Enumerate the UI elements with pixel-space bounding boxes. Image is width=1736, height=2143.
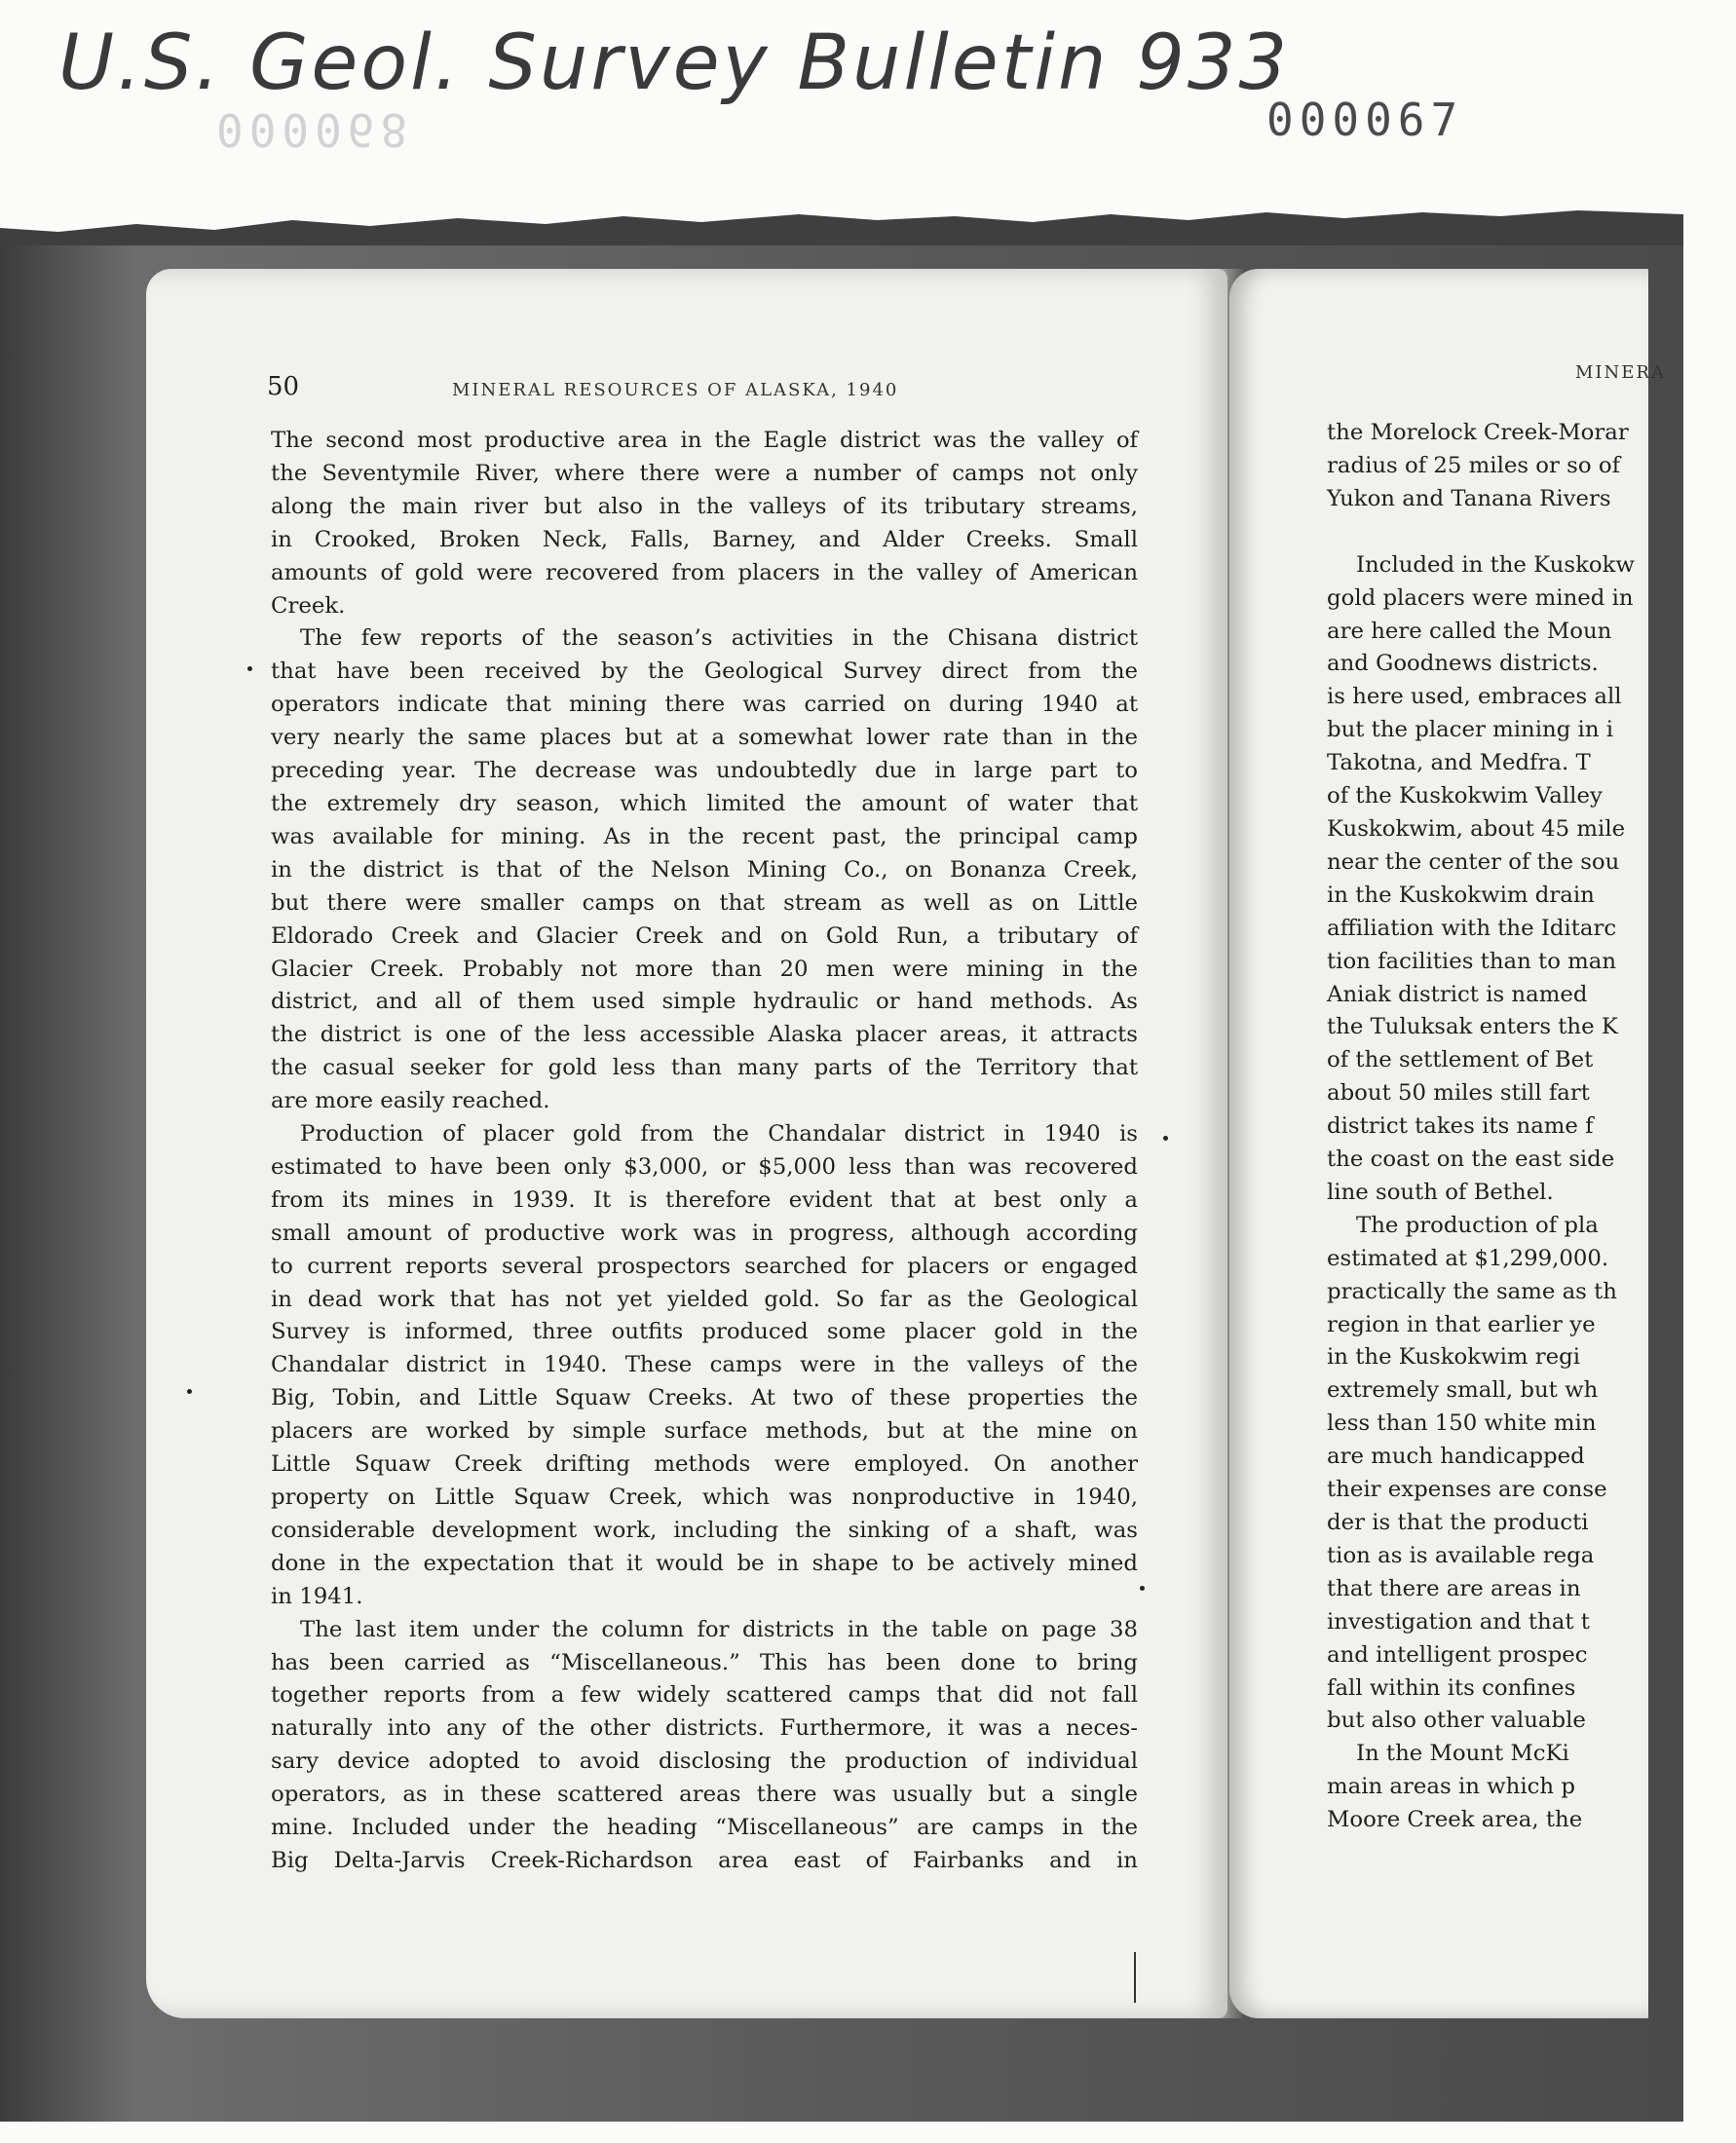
left-page xyxy=(146,269,1227,2018)
text-line: that have been received by the Geological Survey direct from the xyxy=(271,658,1138,685)
text-line: main areas in which p xyxy=(1327,1774,1575,1800)
text-line: their expenses are conse xyxy=(1327,1477,1607,1503)
ghost-stamp-number: 000068 xyxy=(216,103,414,156)
scan-speck xyxy=(1140,1586,1145,1591)
text-line: estimated at $1,299,000. xyxy=(1327,1245,1609,1271)
text-line: has been carried as “Miscellaneous.” This has been done to bring xyxy=(271,1649,1138,1675)
text-line: the extremely dry season, which limited the amount of water that xyxy=(271,790,1138,816)
text-line: The last item under the column for districts in the table on page 38 xyxy=(300,1616,1138,1642)
text-line: mine. Included under the heading “Miscellaneous” are camps in the xyxy=(271,1815,1138,1841)
text-line: radius of 25 miles or so of xyxy=(1327,452,1621,478)
scan-mark xyxy=(1134,1952,1136,2003)
text-line: considerable development work, including the sinking of a shaft, was xyxy=(271,1517,1138,1543)
text-line: Little Squaw Creek drifting methods were employed. On another xyxy=(271,1451,1138,1478)
text-line: In the Mount McKi xyxy=(1356,1741,1569,1767)
text-line: in 1941. xyxy=(271,1583,363,1609)
running-head: MINERAL RESOURCES OF ALASKA, 1940 xyxy=(452,380,899,400)
text-line: the Morelock Creek-Morar xyxy=(1327,420,1629,445)
text-line: extremely small, but wh xyxy=(1327,1377,1599,1404)
text-line: done in the expectation that it would be in shape to be actively mined xyxy=(271,1550,1138,1576)
text-line: that there are areas in xyxy=(1327,1575,1581,1601)
stamp-number: 000067 xyxy=(1266,94,1464,146)
text-line: less than 150 white min xyxy=(1327,1410,1597,1437)
text-line: estimated to have been only $3,000, or $5,000 less than was recovered xyxy=(271,1153,1138,1180)
text-line: tion as is available rega xyxy=(1327,1542,1595,1568)
text-line: the casual seeker for gold less than many parts of the Territory that xyxy=(271,1055,1138,1081)
text-line: Yukon and Tanana Rivers xyxy=(1327,485,1611,511)
text-line: in dead work that has not yet yielded gold. So far as the Geological xyxy=(271,1286,1138,1312)
text-line: Big Delta-Jarvis Creek-Richardson area east of Fairbanks and in xyxy=(271,1847,1138,1873)
text-line: tion facilities than to man xyxy=(1327,948,1617,974)
text-line: Survey is informed, three outfits produced some placer gold in the xyxy=(271,1319,1138,1345)
text-line: together reports from a few widely scattered camps that did not fall xyxy=(271,1682,1138,1709)
text-line: is here used, embraces all xyxy=(1327,684,1622,710)
text-line: in the Kuskokwim drain xyxy=(1327,882,1595,908)
text-line: gold placers were mined in xyxy=(1327,584,1634,611)
text-line: in Crooked, Broken Neck, Falls, Barney, and Alder Creeks. Small xyxy=(271,526,1138,552)
text-line: are more easily reached. xyxy=(271,1088,550,1114)
text-line: affiliation with the Iditarc xyxy=(1327,915,1617,941)
text-line: in the district is that of the Nelson Mining Co., on Bonanza Creek, xyxy=(271,856,1138,883)
right-running-head: MINERA xyxy=(1575,362,1666,383)
text-line: fall within its confines xyxy=(1327,1674,1576,1701)
text-line: Creek. xyxy=(271,592,346,619)
text-line: along the main river but also in the valleys of its tributary streams, xyxy=(271,493,1138,519)
text-line: The second most productive area in the Eagle district was the valley of xyxy=(271,428,1138,453)
text-line: region in that earlier ye xyxy=(1327,1311,1596,1337)
text-line: from its mines in 1939. It is therefore evident that at best only a xyxy=(271,1186,1138,1213)
text-line: Eldorado Creek and Glacier Creek and on Gold Run, a tributary of xyxy=(271,922,1138,949)
text-line: practically the same as th xyxy=(1327,1278,1617,1304)
text-line: Moore Creek area, the xyxy=(1327,1807,1583,1833)
right-body-text xyxy=(1327,417,1736,1837)
text-line: but the placer mining in i xyxy=(1327,717,1614,743)
text-line: Glacier Creek. Probably not more than 20 men were mining in the xyxy=(271,956,1138,982)
text-line: are much handicapped xyxy=(1327,1444,1585,1470)
text-line: amounts of gold were recovered from placers in the valley of American xyxy=(271,559,1138,585)
text-line: are here called the Moun xyxy=(1327,618,1612,644)
body-text xyxy=(271,425,1138,1878)
text-line: Big, Tobin, and Little Squaw Creeks. At two of these properties the xyxy=(271,1385,1138,1411)
text-line: Takotna, and Medfra. T xyxy=(1327,750,1591,776)
text-line: near the center of the sou xyxy=(1327,848,1620,875)
text-line: the coast on the east side xyxy=(1327,1147,1615,1173)
text-line: operators, as in these scattered areas there was usually but a single xyxy=(271,1782,1138,1808)
text-line: placers are worked by simple surface methods, but at the mine on xyxy=(271,1418,1138,1445)
text-line: der is that the producti xyxy=(1327,1510,1589,1535)
text-line: of the Kuskokwim Valley xyxy=(1327,783,1603,809)
text-line: Included in the Kuskokw xyxy=(1356,551,1635,578)
bottom-margin xyxy=(0,2122,1683,2143)
text-line: The production of pla xyxy=(1356,1212,1599,1238)
text-line: and Goodnews districts. xyxy=(1327,651,1599,677)
text-line: of the settlement of Bet xyxy=(1327,1047,1594,1073)
text-line: line south of Bethel. xyxy=(1327,1179,1554,1205)
scan-speck xyxy=(1163,1136,1168,1141)
page-number: 50 xyxy=(267,372,300,401)
text-line: The few reports of the season’s activities in the Chisana district xyxy=(300,625,1138,652)
text-line: small amount of productive work was in progress, although according xyxy=(271,1220,1138,1246)
text-line: very nearly the same places but at a somewhat lower rate than in the xyxy=(271,725,1138,751)
text-line: Kuskokwim, about 45 mile xyxy=(1327,815,1626,842)
text-line: the Tuluksak enters the K xyxy=(1327,1014,1618,1040)
scan-speck xyxy=(247,666,252,671)
text-line: preceding year. The decrease was undoubtedly due in large part to xyxy=(271,758,1138,784)
text-line: naturally into any of the other districts. Furthermore, it was a neces- xyxy=(271,1715,1138,1742)
text-line: district, and all of them used simple hydraulic or hand methods. As xyxy=(271,989,1138,1015)
text-line: in the Kuskokwim regi xyxy=(1327,1344,1581,1371)
text-line: Aniak district is named xyxy=(1327,981,1588,1007)
text-line: to current reports several prospectors searched for placers or engaged xyxy=(271,1253,1138,1279)
text-line: but there were smaller camps on that stream as well as on Little xyxy=(271,889,1138,916)
text-line: the Seventymile River, where there were a number of camps not only xyxy=(271,460,1138,486)
scan-speck xyxy=(187,1389,192,1394)
text-line: but also other valuable xyxy=(1327,1708,1586,1734)
page-header xyxy=(267,372,1144,411)
text-line: was available for mining. As in the recent past, the principal camp xyxy=(271,823,1138,849)
text-line: and intelligent prospec xyxy=(1327,1641,1588,1668)
text-line: property on Little Squaw Creek, which was nonproductive in 1940, xyxy=(271,1485,1138,1510)
text-line: district takes its name f xyxy=(1327,1113,1594,1140)
text-line: Chandalar district in 1940. These camps were in the valleys of the xyxy=(271,1352,1138,1378)
text-line: about 50 miles still fart xyxy=(1327,1080,1590,1107)
text-line: Production of placer gold from the Chandalar district in 1940 is xyxy=(300,1121,1138,1147)
handwritten-note: U.S. Geol. Survey Bulletin 933 xyxy=(58,19,1291,107)
text-line: operators indicate that mining there was carried on during 1940 at xyxy=(271,692,1138,718)
text-line: the district is one of the less accessible Alaska placer areas, it attracts xyxy=(271,1022,1138,1048)
right-page xyxy=(1229,269,1666,2018)
text-line: investigation and that t xyxy=(1327,1608,1590,1635)
torn-paper-edge xyxy=(0,207,1683,245)
text-line: sary device adopted to avoid disclosing the production of individual xyxy=(271,1748,1138,1775)
